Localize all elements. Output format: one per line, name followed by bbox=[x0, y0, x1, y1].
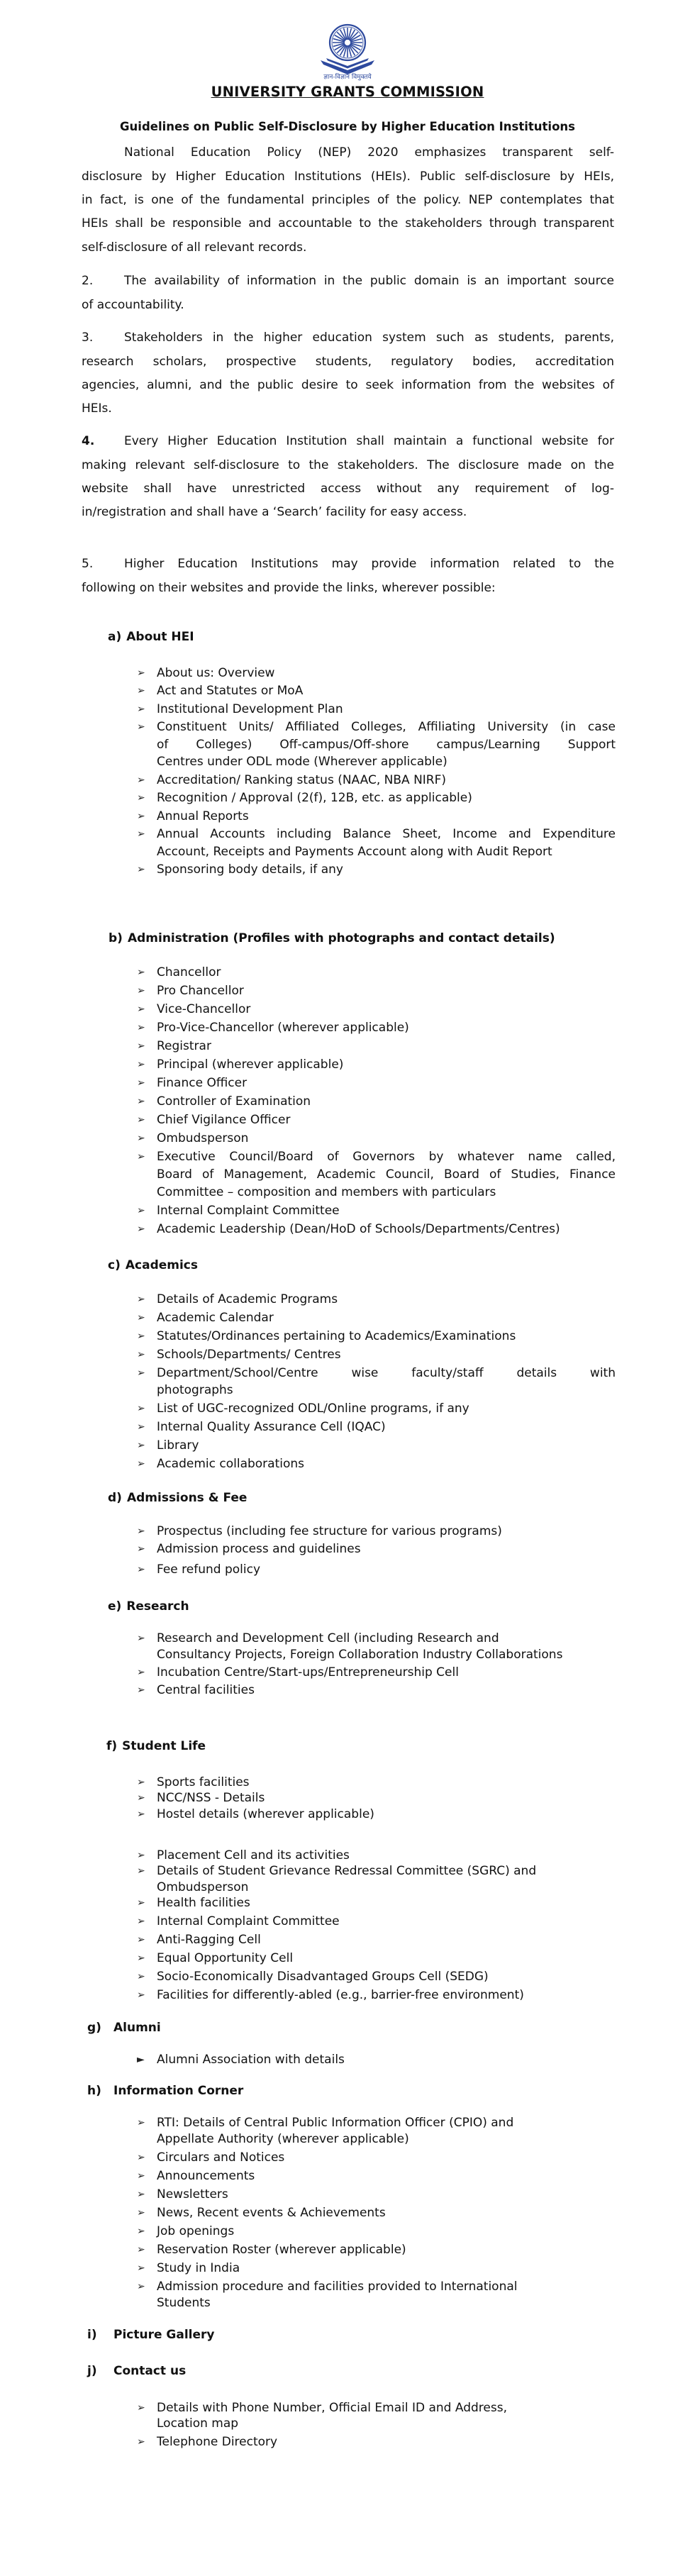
arrow-bullet-icon: ➢ bbox=[137, 1526, 145, 1537]
list-item bbox=[137, 1523, 616, 1540]
section-heading-student-life bbox=[106, 1738, 206, 1755]
list-item bbox=[137, 1221, 616, 1238]
list-item-text: Sports facilities bbox=[157, 1775, 250, 1789]
paragraph-number: 3. bbox=[82, 331, 94, 345]
list-item bbox=[137, 2051, 616, 2068]
list-item bbox=[137, 2242, 616, 2258]
arrow-bullet-icon: ➢ bbox=[137, 1331, 145, 1342]
organization-name: UNIVERSITY GRANTS COMMISSION bbox=[211, 84, 484, 100]
list-item bbox=[137, 772, 616, 789]
section-label: j) bbox=[87, 2364, 97, 2378]
list-item-text: Internal Quality Assurance Cell (IQAC) bbox=[157, 1420, 386, 1434]
arrow-bullet-icon: ➢ bbox=[137, 1040, 145, 1052]
arrow-bullet-icon: ➢ bbox=[137, 1367, 145, 1379]
list-item bbox=[137, 2115, 616, 2148]
list-item bbox=[137, 665, 616, 682]
list-item-text: Fee refund policy bbox=[157, 1562, 261, 1577]
arrow-bullet-icon: ➢ bbox=[137, 1792, 145, 1804]
paragraph-3 bbox=[82, 326, 614, 421]
about-hei-list bbox=[137, 665, 616, 879]
arrow-bullet-icon: ➢ bbox=[137, 2188, 145, 2200]
list-item bbox=[137, 1056, 616, 1074]
arrow-bullet-icon: ➢ bbox=[137, 1458, 145, 1470]
paragraph-line: following on their websites and provide the links, wherever possible: bbox=[82, 580, 496, 595]
list-item bbox=[137, 808, 616, 826]
list-item bbox=[137, 1130, 616, 1148]
list-item bbox=[137, 2224, 616, 2240]
paragraph-1 bbox=[82, 141, 614, 259]
document-title: Guidelines on Public Self-Disclosure by Higher Education Institutions bbox=[120, 120, 575, 133]
section-title: Picture Gallery bbox=[113, 2328, 215, 2342]
arrow-bullet-icon: ➢ bbox=[137, 2280, 145, 2292]
list-item bbox=[137, 1038, 616, 1055]
list-item bbox=[137, 1540, 616, 1558]
list-item bbox=[137, 1950, 616, 1967]
section-label: e) bbox=[108, 1599, 122, 1614]
list-item bbox=[137, 1437, 616, 1454]
list-item bbox=[137, 2150, 616, 2166]
list-item-text: Library bbox=[157, 1438, 199, 1453]
arrow-bullet-icon: ➢ bbox=[137, 1114, 145, 1126]
arrow-bullet-icon: ➢ bbox=[137, 721, 145, 733]
list-item-text: Controller of Examination bbox=[157, 1094, 311, 1109]
list-item-text: Announcements bbox=[157, 2168, 255, 2183]
list-item bbox=[137, 1665, 616, 1681]
list-item-text: Finance Officer bbox=[157, 1075, 248, 1090]
arrow-bullet-icon: ➢ bbox=[137, 2436, 145, 2448]
arrow-bullet-icon: ➢ bbox=[137, 1865, 145, 1877]
list-item bbox=[137, 1561, 616, 1578]
arrow-bullet-icon: ➢ bbox=[137, 1403, 145, 1414]
paragraph-line: self-disclosure of all relevant records. bbox=[82, 240, 307, 255]
list-item bbox=[137, 2434, 616, 2450]
paragraph-line: in fact, is one of the fundamental principles of the policy. NEP contemplates that bbox=[82, 192, 614, 207]
list-item-text: Registrar bbox=[157, 1038, 211, 1053]
list-item-text: Vice-Chancellor bbox=[157, 1001, 251, 1016]
arrow-bullet-icon: ➢ bbox=[137, 1223, 145, 1235]
arrow-bullet-icon: ➢ bbox=[137, 966, 145, 978]
list-item-text: Health facilities bbox=[157, 1896, 250, 1911]
list-item-text: Socio-Economically Disadvantaged Groups Cell (SEDG) bbox=[157, 1970, 489, 1984]
logo-motto: ज्ञान-विज्ञान विमुक्तये bbox=[323, 74, 372, 81]
paragraph-line bbox=[82, 430, 614, 453]
arrow-bullet-icon: ➢ bbox=[137, 1564, 145, 1575]
section-title: Research bbox=[126, 1599, 189, 1614]
list-item bbox=[137, 1001, 616, 1018]
list-item-text: Details of Academic Programs bbox=[157, 1292, 338, 1306]
section-heading-research bbox=[108, 1598, 189, 1615]
list-item-text: Statutes/Ordinances pertaining to Academics/Examinations bbox=[157, 1329, 516, 1343]
ugc-logo-icon bbox=[319, 20, 376, 77]
section-title: About HEI bbox=[126, 630, 194, 644]
arrow-bullet-icon: ➢ bbox=[137, 1934, 145, 1946]
arrow-bullet-icon: ➢ bbox=[137, 984, 145, 996]
list-item bbox=[137, 1969, 616, 1985]
arrow-bullet-icon: ➢ bbox=[137, 1312, 145, 1323]
list-item bbox=[137, 789, 616, 807]
list-item bbox=[137, 1682, 616, 1699]
list-item-text: Hostel details (wherever applicable) bbox=[157, 1806, 374, 1821]
section-label: i) bbox=[87, 2328, 97, 2342]
list-item bbox=[137, 1775, 616, 1791]
arrow-bullet-icon: ➢ bbox=[137, 1543, 145, 1555]
paragraph-line bbox=[82, 326, 614, 350]
list-item bbox=[137, 1328, 616, 1345]
list-item bbox=[137, 1848, 616, 1864]
list-item-text: Board of Management, Academic Council, Board of Studies, Finance bbox=[157, 1167, 616, 1182]
section-heading-about-hei bbox=[108, 628, 194, 645]
section-title: Alumni bbox=[113, 2021, 161, 2035]
section-title: Academics bbox=[125, 1258, 199, 1272]
list-item bbox=[137, 2168, 616, 2184]
arrow-bullet-icon: ➢ bbox=[137, 2225, 145, 2237]
list-item-text: Sponsoring body details, if any bbox=[157, 862, 343, 877]
list-item-text: Pro-Vice-Chancellor (wherever applicable) bbox=[157, 1020, 409, 1035]
arrow-bullet-icon: ➢ bbox=[137, 2262, 145, 2274]
list-item-text: Central facilities bbox=[157, 1682, 255, 1697]
arrow-bullet-icon: ➢ bbox=[137, 703, 145, 715]
section-heading-contact-us bbox=[87, 2363, 186, 2380]
arrow-bullet-icon: ➢ bbox=[137, 1003, 145, 1015]
arrow-bullet-icon: ➢ bbox=[137, 1095, 145, 1107]
list-item-text: About us: Overview bbox=[157, 665, 275, 680]
student-life-list-1 bbox=[137, 1775, 616, 1823]
arrow-bullet-icon: ➢ bbox=[137, 1808, 145, 1820]
paragraph-text: Every Higher Education Institution shall maintain a functional website for bbox=[124, 434, 614, 449]
list-item bbox=[137, 1455, 616, 1472]
list-item-text: Principal (wherever applicable) bbox=[157, 1057, 344, 1072]
arrow-bullet-icon: ➢ bbox=[137, 1989, 145, 2002]
list-item-text: Equal Opportunity Cell bbox=[157, 1951, 294, 1966]
list-item-text: Job openings bbox=[157, 2224, 235, 2238]
list-item-text: RTI: Details of Central Public Information Officer (CPIO) and bbox=[157, 2115, 514, 2130]
section-label: g) bbox=[87, 2021, 101, 2035]
list-item-text: Consultancy Projects, Foreign Collaboration Industry Collaborations bbox=[157, 1647, 563, 1662]
list-item-text: Constituent Units/ Affiliated Colleges, Affiliating University (in case bbox=[157, 720, 616, 735]
list-item-text: NCC/NSS - Details bbox=[157, 1791, 265, 1806]
list-item bbox=[137, 1291, 616, 1308]
academics-list bbox=[137, 1291, 616, 1474]
list-item-text: Ombudsperson bbox=[157, 1131, 249, 1145]
list-item-text: Department/School/Centre wise faculty/staff details with bbox=[157, 1366, 616, 1380]
arrow-bullet-icon: ➢ bbox=[137, 2206, 145, 2219]
list-item bbox=[137, 1987, 616, 2004]
arrow-bullet-icon: ➢ bbox=[137, 1021, 145, 1033]
arrow-bullet-icon: ➢ bbox=[137, 1971, 145, 1983]
list-item-text: Academic collaborations bbox=[157, 1457, 305, 1471]
list-item-text: Details of Student Grievance Redressal Committee (SGRC) and bbox=[157, 1864, 537, 1879]
list-item-text: Academic Calendar bbox=[157, 1311, 274, 1325]
paragraph-line: website shall have unrestricted access without any requirement of log- bbox=[82, 481, 614, 496]
arrow-bullet-icon: ➢ bbox=[137, 2116, 145, 2128]
list-item bbox=[137, 1932, 616, 1948]
section-label: a) bbox=[108, 630, 122, 644]
paragraph-line: of accountability. bbox=[82, 297, 184, 312]
list-item bbox=[137, 718, 616, 771]
paragraph-number: 4. bbox=[82, 434, 95, 449]
arrow-bullet-icon: ➢ bbox=[137, 685, 145, 697]
list-item bbox=[137, 1202, 616, 1220]
arrow-bullet-icon: ➢ bbox=[137, 1150, 145, 1162]
section-label: c) bbox=[108, 1258, 121, 1272]
list-item-text: Students bbox=[157, 2295, 211, 2310]
arrow-bullet-icon: ➢ bbox=[137, 2402, 145, 2414]
list-item bbox=[137, 826, 616, 860]
list-item-text: Research and Development Cell (including Research and bbox=[157, 1631, 499, 1645]
list-item bbox=[137, 1093, 616, 1111]
list-item bbox=[137, 1790, 616, 1806]
section-title: Student Life bbox=[122, 1739, 206, 1753]
arrow-bullet-icon: ➢ bbox=[137, 2151, 145, 2163]
section-heading-administration bbox=[109, 930, 555, 947]
paragraph-line: in/registration and shall have a ‘Search’ facility for easy access. bbox=[82, 505, 467, 520]
arrow-bullet-icon: ➢ bbox=[137, 1440, 145, 1451]
list-item-text: Location map bbox=[157, 2416, 239, 2431]
paragraph-line: research scholars, prospective students, regulatory bodies, accreditation bbox=[82, 354, 614, 369]
list-item-text: Annual Reports bbox=[157, 809, 249, 823]
section-label: d) bbox=[108, 1491, 122, 1505]
admissions-list bbox=[137, 1523, 616, 1579]
list-item-text: Act and Statutes or MoA bbox=[157, 684, 304, 699]
section-heading-alumni bbox=[87, 2019, 161, 2036]
arrow-bullet-icon: ➢ bbox=[137, 2243, 145, 2255]
arrow-bullet-icon: ➢ bbox=[137, 1058, 145, 1070]
arrow-bullet-icon: ➢ bbox=[137, 1132, 145, 1144]
alumni-list bbox=[137, 2051, 616, 2068]
list-item-text: Admission procedure and facilities provided to International bbox=[157, 2279, 518, 2294]
list-item-text: Admission process and guidelines bbox=[157, 1542, 361, 1556]
list-item-text: of Colleges) Off-campus/Off-shore campus/Learning Support bbox=[157, 737, 616, 752]
section-title: Contact us bbox=[113, 2364, 187, 2378]
list-item bbox=[137, 1148, 616, 1201]
list-item-text: Centres under ODL mode (Wherever applicable) bbox=[157, 755, 447, 770]
section-title: Administration (Profiles with photographs and contact details) bbox=[127, 931, 555, 945]
list-item-text: Committee – composition and members with particulars bbox=[157, 1184, 496, 1199]
arrow-bullet-icon: ➢ bbox=[137, 1776, 145, 1788]
paragraph-line: agencies, alumni, and the public desire to seek information from the websites of bbox=[82, 377, 614, 392]
list-item-text: Telephone Directory bbox=[157, 2435, 278, 2449]
list-item bbox=[137, 2205, 616, 2221]
arrow-bullet-icon: ➢ bbox=[137, 774, 145, 786]
list-item-text: Circulars and Notices bbox=[157, 2150, 285, 2165]
arrow-bullet-icon: ➢ bbox=[137, 1421, 145, 1433]
arrow-bullet-icon: ➢ bbox=[137, 864, 145, 876]
list-item-text: Study in India bbox=[157, 2260, 240, 2275]
list-item-text: Facilities for differently-abled (e.g., barrier-free environment) bbox=[157, 1988, 524, 2003]
list-item bbox=[137, 2260, 616, 2277]
section-heading-information-corner bbox=[87, 2082, 243, 2099]
list-item bbox=[137, 1631, 616, 1663]
list-item bbox=[137, 1075, 616, 1092]
list-item bbox=[137, 1019, 616, 1037]
paragraph-line: making relevant self-disclosure to the stakeholders. The disclosure made on the bbox=[82, 457, 614, 472]
list-item bbox=[137, 1895, 616, 1911]
arrow-bullet-icon: ➢ bbox=[137, 1916, 145, 1928]
list-item-text: photographs bbox=[157, 1383, 233, 1397]
arrow-bullet-icon: ➢ bbox=[137, 667, 145, 679]
list-item bbox=[137, 964, 616, 982]
student-life-list-2 bbox=[137, 1848, 616, 2004]
list-item bbox=[137, 1111, 616, 1129]
list-item bbox=[137, 861, 616, 879]
list-item bbox=[137, 1806, 616, 1823]
list-item-text: Annual Accounts including Balance Sheet, Income and Expenditure bbox=[157, 827, 616, 842]
list-item bbox=[137, 982, 616, 1000]
list-item-text: News, Recent events & Achievements bbox=[157, 2205, 386, 2220]
paragraph-5 bbox=[82, 553, 614, 600]
arrow-bullet-icon: ➢ bbox=[137, 1204, 145, 1216]
arrow-bullet-icon: ➢ bbox=[137, 1953, 145, 1965]
list-item-text: Recognition / Approval (2(f), 12B, etc. as applicable) bbox=[157, 791, 472, 806]
list-item-text: Account, Receipts and Payments Account along with Audit Report bbox=[157, 844, 552, 859]
section-title: Admissions & Fee bbox=[126, 1491, 248, 1505]
arrow-bullet-icon: ➢ bbox=[137, 810, 145, 822]
section-label: f) bbox=[106, 1739, 118, 1753]
list-item bbox=[137, 2187, 616, 2203]
list-item-text: Prospectus (including fee structure for various programs) bbox=[157, 1524, 502, 1538]
paragraph-4 bbox=[82, 430, 614, 524]
list-item-text: Ombudsperson bbox=[157, 1880, 249, 1894]
list-item-text: Schools/Departments/ Centres bbox=[157, 1348, 341, 1362]
list-item-text: Internal Complaint Committee bbox=[157, 1914, 340, 1929]
section-title: Information Corner bbox=[113, 2084, 244, 2098]
section-heading-admissions-fee bbox=[108, 1489, 247, 1506]
paragraph-text: The availability of information in the public domain is an important source bbox=[124, 274, 614, 289]
arrow-bullet-icon: ➢ bbox=[137, 1294, 145, 1305]
list-item-text: Academic Leadership (Dean/HoD of Schools/Departments/Centres) bbox=[157, 1221, 560, 1236]
list-item bbox=[137, 682, 616, 700]
paragraph-line: HEIs shall be responsible and accountable to the stakeholders through transparent bbox=[82, 216, 614, 231]
section-label: b) bbox=[109, 931, 123, 945]
list-item-text: Pro Chancellor bbox=[157, 983, 244, 998]
section-heading-picture-gallery bbox=[87, 2326, 215, 2343]
arrow-bullet-icon: ➢ bbox=[137, 1349, 145, 1360]
list-item-text: Anti-Ragging Cell bbox=[157, 1933, 261, 1948]
paragraph-line bbox=[82, 553, 614, 576]
list-item-text: Chief Vigilance Officer bbox=[157, 1112, 291, 1127]
paragraph-line: National Education Policy (NEP) 2020 emphasizes transparent self- bbox=[124, 145, 614, 160]
arrow-bullet-icon: ➢ bbox=[137, 792, 145, 804]
research-list bbox=[137, 1631, 616, 1700]
list-item bbox=[137, 1419, 616, 1436]
paragraph-number: 2. bbox=[82, 274, 94, 289]
section-label: h) bbox=[87, 2084, 101, 2098]
paragraph-text: Higher Education Institutions may provide information related to the bbox=[124, 557, 614, 572]
paragraph-line bbox=[82, 270, 614, 293]
paragraph-line: HEIs. bbox=[82, 401, 112, 416]
arrow-bullet-icon: ➢ bbox=[137, 828, 145, 840]
list-item bbox=[137, 1346, 616, 1363]
arrow-bullet-icon: ➢ bbox=[137, 1897, 145, 1909]
list-item bbox=[137, 1863, 616, 1895]
list-item-text: Reservation Roster (wherever applicable) bbox=[157, 2242, 406, 2257]
arrow-bullet-icon: ➢ bbox=[137, 2170, 145, 2182]
list-item-text: Institutional Development Plan bbox=[157, 701, 343, 716]
list-item-text: Placement Cell and its activities bbox=[157, 1848, 350, 1862]
list-item-text: List of UGC-recognized ODL/Online programs, if any bbox=[157, 1401, 469, 1416]
paragraph-text: Stakeholders in the higher education system such as students, parents, bbox=[124, 331, 614, 345]
list-item bbox=[137, 1309, 616, 1326]
list-item bbox=[137, 1365, 616, 1399]
list-item-text: Internal Complaint Committee bbox=[157, 1203, 340, 1218]
list-item bbox=[137, 2279, 616, 2311]
contact-us-list bbox=[137, 2400, 616, 2453]
arrow-bullet-icon: ➢ bbox=[137, 1077, 145, 1089]
paragraph-line: disclosure by Higher Education Institutions (HEIs). Public self-disclosure by HEIs, bbox=[82, 169, 614, 184]
arrow-bullet-icon: ➢ bbox=[137, 1849, 145, 1861]
arrow-bullet-icon: ➢ bbox=[137, 1632, 145, 1644]
list-item-text: Accreditation/ Ranking status (NAAC, NBA NIRF) bbox=[157, 772, 447, 787]
list-item-text: Chancellor bbox=[157, 965, 221, 979]
list-item-text: Executive Council/Board of Governors by whatever name called, bbox=[157, 1149, 616, 1164]
triangle-bullet-icon: ► bbox=[137, 2054, 145, 2065]
list-item bbox=[137, 1914, 616, 1930]
section-heading-academics bbox=[108, 1257, 198, 1274]
paragraph-2 bbox=[82, 270, 614, 317]
list-item-text: Newsletters bbox=[157, 2187, 228, 2202]
administration-list bbox=[137, 964, 616, 1239]
list-item bbox=[137, 2400, 616, 2431]
list-item-text: Appellate Authority (wherever applicable) bbox=[157, 2131, 409, 2146]
list-item bbox=[137, 701, 616, 718]
arrow-bullet-icon: ➢ bbox=[137, 1666, 145, 1678]
paragraph-number: 5. bbox=[82, 557, 94, 572]
information-corner-list bbox=[137, 2115, 616, 2314]
arrow-bullet-icon: ➢ bbox=[137, 1684, 145, 1696]
list-item-text: Alumni Association with details bbox=[157, 2053, 345, 2067]
list-item bbox=[137, 1400, 616, 1417]
list-item-text: Incubation Centre/Start-ups/Entrepreneurship Cell bbox=[157, 1665, 459, 1680]
list-item-text: Details with Phone Number, Official Email ID and Address, bbox=[157, 2401, 507, 2415]
